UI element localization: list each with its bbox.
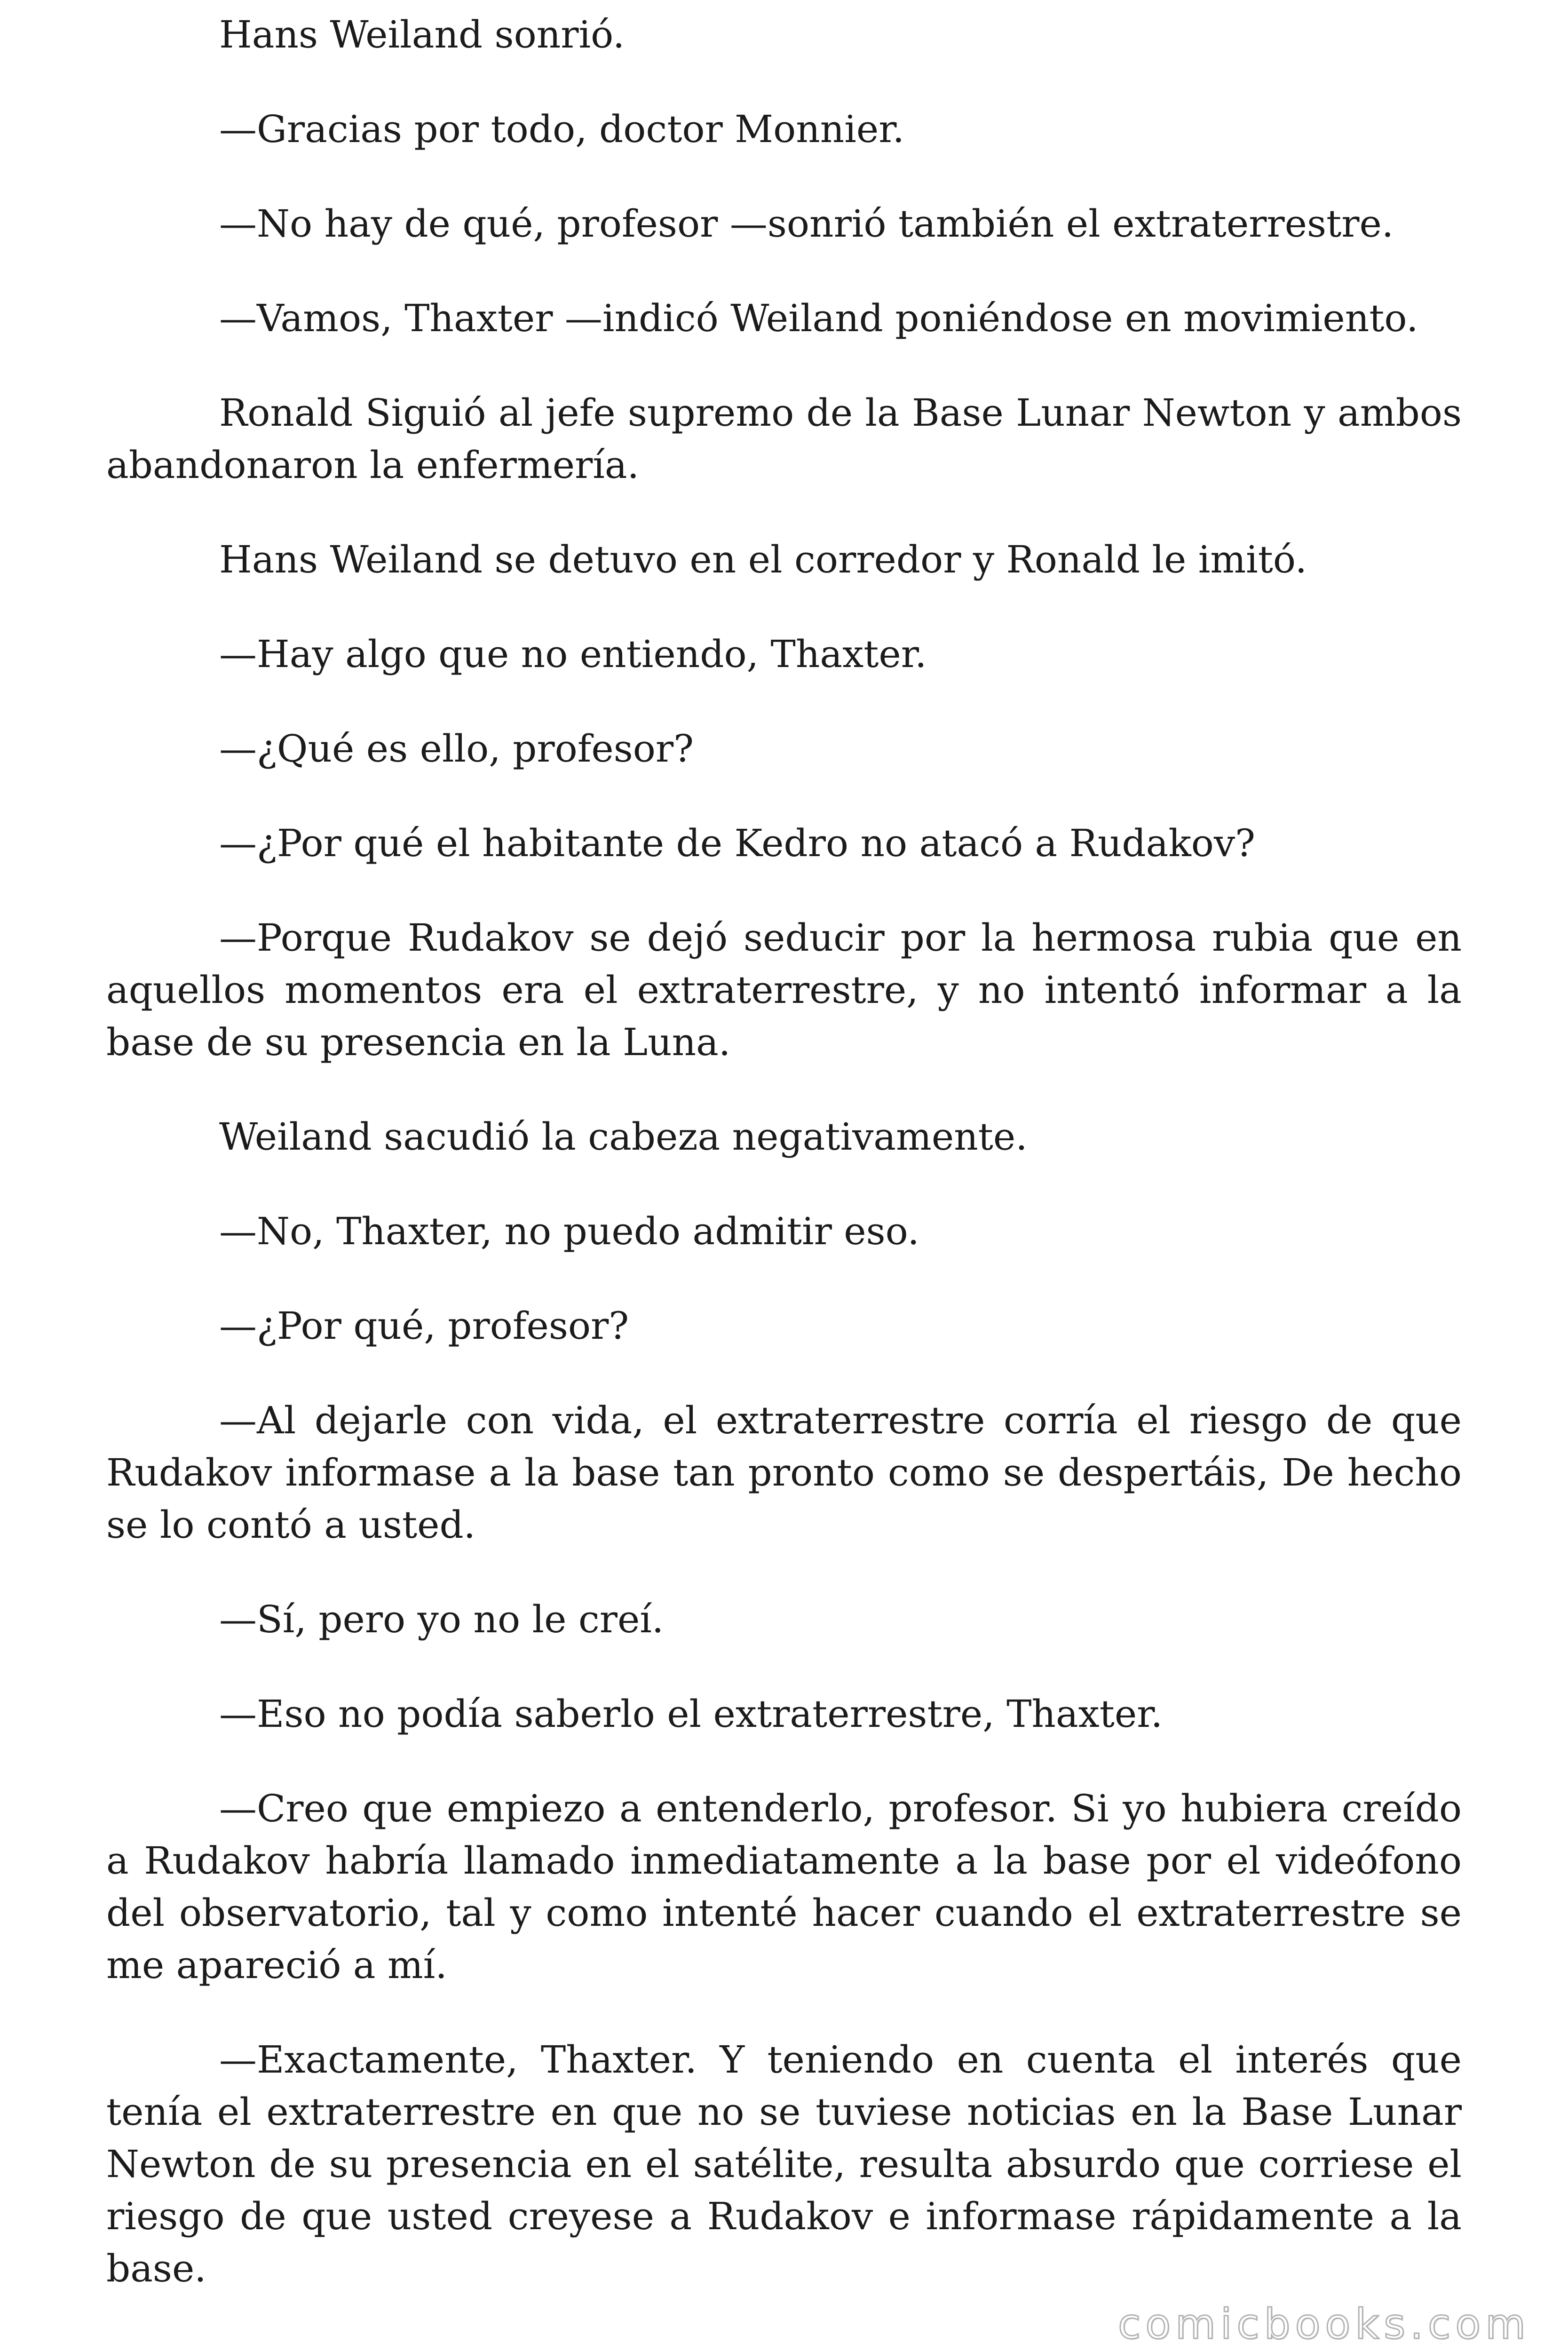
paragraph: —No hay de qué, profesor —sonrió también el extraterrestre. bbox=[219, 202, 1394, 246]
paragraph: —Gracias por todo, doctor Monnier. bbox=[219, 107, 905, 151]
watermark-logo: comicbooks.com bbox=[1117, 2300, 1530, 2348]
paragraph: —Al dejarle con vida, el extraterrestre corría el riesgo de que Rudakov informase a la base tan pronto como se despertáis, De hecho se lo contó a usted. bbox=[106, 1398, 1462, 1547]
paragraph: —Vamos, Thaxter —indicó Weiland poniéndose en movimiento. bbox=[219, 296, 1418, 340]
paragraph: Hans Weiland se detuvo en el corredor y Ronald le imitó. bbox=[219, 538, 1307, 581]
paragraph: Weiland sacudió la cabeza negativamente. bbox=[219, 1115, 1028, 1159]
paragraph: —Eso no podía saberlo el extraterrestre, Thaxter. bbox=[219, 1692, 1163, 1736]
paragraph: —Sí, pero yo no le creí. bbox=[219, 1597, 664, 1641]
paragraph: Hans Weiland sonrió. bbox=[219, 13, 625, 56]
body-text bbox=[106, 8, 1462, 2295]
paragraph: —¿Por qué el habitante de Kedro no atacó a Rudakov? bbox=[219, 821, 1256, 865]
paragraph: —Exactamente, Thaxter. Y teniendo en cuenta el interés que tenía el extraterrestre en que no se tuviese noticias en la Base Lunar Newton de su presencia en el satélite, resulta absurdo que corriese el riesgo de que usted creyese a Rudakov e informase rápidamente a la base. bbox=[106, 2038, 1462, 2290]
paragraph: —¿Por qué, profesor? bbox=[219, 1304, 629, 1348]
paragraph: Ronald Siguió al jefe supremo de la Base Lunar Newton y ambos abandonaron la enfermería. bbox=[106, 391, 1462, 487]
paragraph: —Creo que empiezo a entenderlo, profesor. Si yo hubiera creído a Rudakov habría llamado inmediatamente a la base por el videófono del observatorio, tal y como intenté hacer cuando el extraterrestre se me apareció a mí. bbox=[106, 1787, 1462, 1987]
paragraph: —¿Qué es ello, profesor? bbox=[219, 727, 694, 771]
paragraph: —Porque Rudakov se dejó seducir por la hermosa rubia que en aquellos momentos era el extraterrestre, y no intentó informar a la base de su presencia en la Luna. bbox=[106, 916, 1462, 1064]
paragraph: —No, Thaxter, no puedo admitir eso. bbox=[219, 1209, 919, 1253]
paragraph: —Hay algo que no entiendo, Thaxter. bbox=[219, 632, 927, 676]
